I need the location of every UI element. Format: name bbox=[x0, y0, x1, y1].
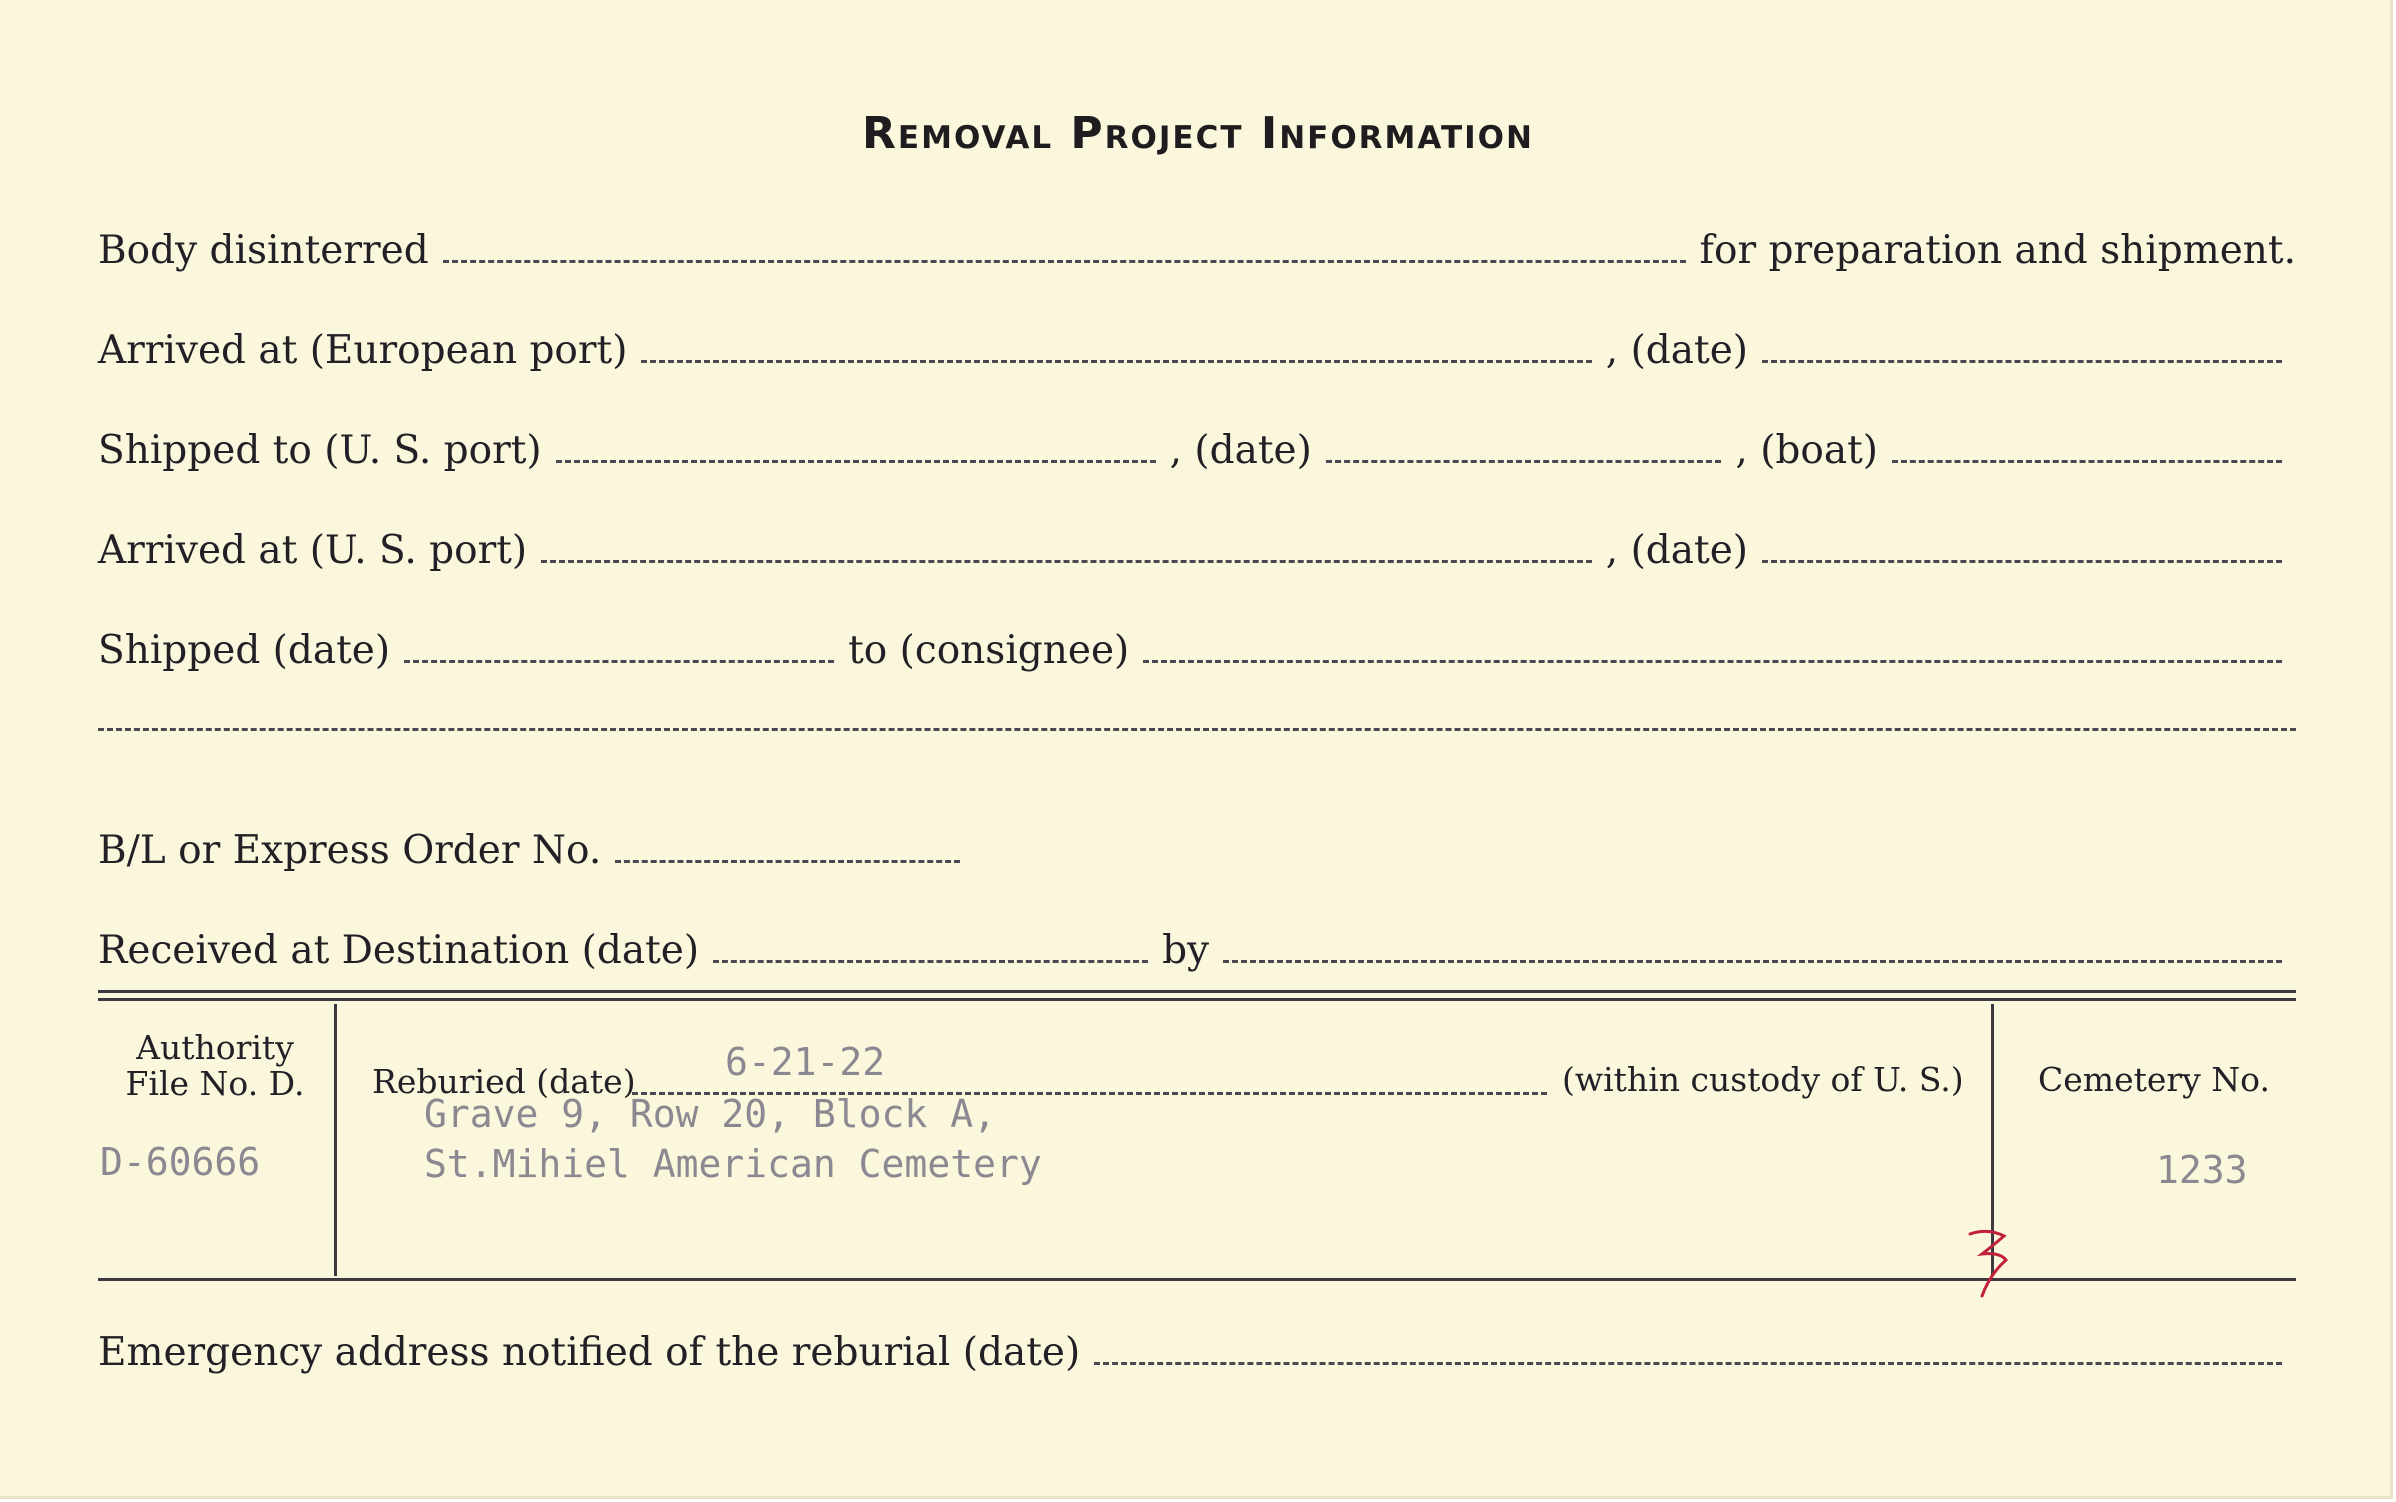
consignee-field bbox=[1143, 660, 2282, 663]
shipped-date-field bbox=[1326, 460, 1722, 463]
divider-rule-top bbox=[98, 990, 2296, 993]
european-date-field bbox=[1762, 360, 2282, 363]
boat-field bbox=[1892, 460, 2282, 463]
shipped-date-row-label: Shipped (date) bbox=[98, 628, 391, 673]
cemetery-no-label: Cemetery No. bbox=[2038, 1060, 2270, 1099]
consignee-continuation-row bbox=[98, 728, 2296, 741]
form-title: Removal Project Information bbox=[862, 108, 1534, 159]
european-port-field bbox=[641, 360, 1591, 363]
authority-file-value: D-60666 bbox=[100, 1140, 261, 1184]
reburied-label: Reburied (date) bbox=[372, 1062, 636, 1101]
red-check-mark-icon bbox=[1960, 1222, 2030, 1302]
authority-column-divider bbox=[334, 1004, 337, 1276]
received-destination-row bbox=[98, 928, 2296, 973]
arrived-european-port-row bbox=[98, 328, 2296, 373]
reburied-date-value: 6-21-22 bbox=[725, 1040, 886, 1084]
boat-label: , (boat) bbox=[1735, 428, 1878, 473]
consignee-continuation-field bbox=[98, 728, 2296, 731]
bl-express-order-row bbox=[98, 828, 2296, 873]
authority-label-line2: File No. D. bbox=[125, 1064, 305, 1103]
emergency-address-label: Emergency address notified of the reburial (date) bbox=[98, 1330, 1081, 1375]
grave-location-line1: Grave 9, Row 20, Block A, bbox=[424, 1092, 996, 1136]
by-label: by bbox=[1162, 928, 1210, 973]
authority-label-line1: Authority bbox=[136, 1028, 294, 1067]
shipped-date-label: , (date) bbox=[1169, 428, 1312, 473]
emergency-date-field bbox=[1094, 1362, 2282, 1365]
divider-rule-bottom bbox=[98, 998, 2296, 1001]
body-disinterred-field bbox=[443, 260, 1686, 263]
arrived-european-port-label: Arrived at (European port) bbox=[98, 328, 628, 373]
arrived-us-port-row bbox=[98, 528, 2296, 573]
grave-location-line2: St.Mihiel American Cemetery bbox=[424, 1142, 1042, 1186]
shipped-date-row-field bbox=[404, 660, 834, 663]
authority-label bbox=[120, 1030, 310, 1102]
arrived-us-date-label: , (date) bbox=[1605, 528, 1748, 573]
cemetery-no-value: 1233 bbox=[2156, 1148, 2248, 1192]
shipped-date-row bbox=[98, 628, 2296, 673]
body-disinterred-row bbox=[98, 228, 2296, 273]
bl-express-order-label: B/L or Express Order No. bbox=[98, 828, 602, 873]
body-disinterred-label: Body disinterred bbox=[98, 228, 429, 273]
arrived-us-port-label: Arrived at (U. S. port) bbox=[98, 528, 528, 573]
received-by-field bbox=[1223, 960, 2282, 963]
us-port-field bbox=[556, 460, 1156, 463]
emergency-address-row bbox=[98, 1330, 2296, 1375]
custody-label: (within custody of U. S.) bbox=[1562, 1060, 1964, 1099]
received-date-field bbox=[713, 960, 1148, 963]
received-destination-label: Received at Destination (date) bbox=[98, 928, 700, 973]
preparation-shipment-label: for preparation and shipment. bbox=[1699, 228, 2296, 273]
arrived-us-date-field bbox=[1762, 560, 2282, 563]
bl-express-order-field bbox=[615, 860, 960, 863]
consignee-label: to (consignee) bbox=[848, 628, 1130, 673]
european-date-label: , (date) bbox=[1605, 328, 1748, 373]
arrived-us-port-field bbox=[541, 560, 1592, 563]
shipped-to-us-port-row bbox=[98, 428, 2296, 473]
shipped-to-us-port-label: Shipped to (U. S. port) bbox=[98, 428, 542, 473]
